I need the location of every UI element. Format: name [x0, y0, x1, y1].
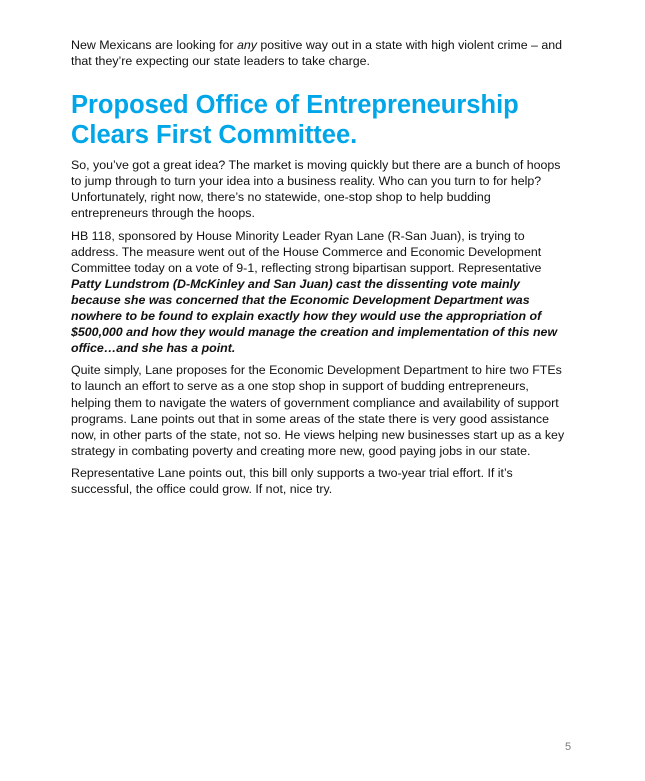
- paragraph-great-idea: So, you’ve got a great idea? The market is moving quickly but there are a bunch of hoops to jump through to turn your idea into a business reality. Who can you turn to for help? Unfortunately, right now, there’s no statewide, one-stop shop to help budding entrepreneurs through the hoops.: [71, 158, 561, 221]
- intro-paragraph: [71, 37, 571, 69]
- intro-emphasis: any: [236, 38, 257, 52]
- intro-text-before: New Mexicans are looking for: [71, 38, 237, 52]
- paragraph-hb118: [71, 228, 571, 357]
- paragraph-lane-proposal: Quite simply, Lane proposes for the Economic Development Department to hire two FTEs to launch an effort to serve as a one stop shop in support of budding entrepreneurs, helping them to navigate the waters of government compliance and availability of support programs. Lane points out that in some areas of the state there is very good assistance now, in other parts of the state, not so. He views helping new businesses start up as a key strategy in combating poverty and creating more new, good paying jobs in our state.: [71, 363, 565, 458]
- page-number: 5: [565, 741, 572, 753]
- paragraph-hb118-bold-italic: Patty Lundstrom (D-McKinley and San Juan) cast the dissenting vote mainly because she was concerned that the Economic Development Department was nowhere to be found to explain exactly how they would use the appropriation of $500,000 and how they would manage the creation and implementation of this new office…and she has a point.: [71, 276, 558, 356]
- section-heading: Proposed Office of Entrepreneurship Clears First Committee.: [71, 91, 519, 149]
- paragraph-hb118-text: HB 118, sponsored by House Minority Leader Ryan Lane (R-San Juan), is trying to address. The measure went out of the House Commerce and Economic Development Committee today on a vote of 9-1, reflecting strong bipartisan support. Representative: [71, 228, 542, 275]
- paragraph-trial-effort: Representative Lane points out, this bill only supports a two-year trial effort. If it’s successful, the office could grow. If not, nice try.: [71, 465, 513, 496]
- document-page: [71, 37, 571, 497]
- intro-text-after: positive way out in a state with high violent crime – and that they’re expecting our state leaders to take charge.: [71, 38, 563, 69]
